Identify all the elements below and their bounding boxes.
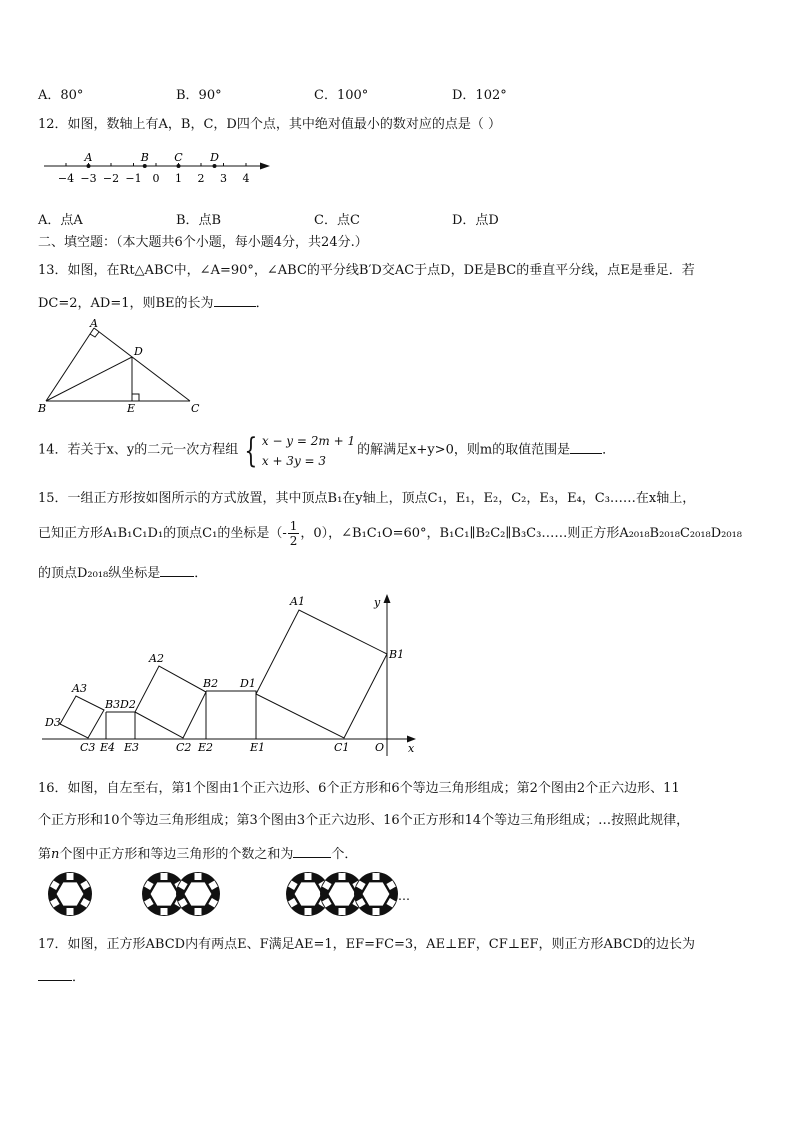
q16-line1: 16．如图，自左至右，第1个图由1个正六边形、6个正方形和6个等边三角形组成；第2个图由2个正六边形、11 (38, 781, 680, 796)
q15-label-d1: D1 (240, 677, 256, 690)
q15-label-d3: D3 (45, 716, 61, 729)
q15-label-c3: C3 (80, 741, 96, 754)
q11-option-a: A．80° (38, 88, 84, 103)
q13-answer-blank[interactable] (214, 292, 256, 307)
q14-answer-blank[interactable] (570, 439, 602, 454)
q12-option-b: B．点B (176, 213, 222, 228)
q17-line1: 17．如图，正方形ABCD内有两点E、F满足AE=1，EF=FC=3，AE⊥EF，CF⊥EF，则正方形ABCD的边长为 (38, 937, 696, 952)
q11-option-d: D．102° (452, 88, 507, 103)
q15-label-d2: D2 (120, 698, 136, 711)
q13-label-a: A (90, 317, 98, 330)
q15-answer-blank[interactable] (160, 562, 194, 577)
q15-label-o: O (375, 741, 385, 754)
q15-label-e1: E1 (250, 741, 266, 754)
q15-fraction: $\frac{1}{2}$ (289, 519, 298, 548)
q12-number-line (38, 148, 278, 188)
hexagon-unit (354, 872, 398, 916)
q15-label-b3: B3 (105, 698, 121, 711)
number-line-tick-label: 0 (152, 172, 160, 185)
number-line-tick-label: 1 (175, 172, 182, 185)
q15-label-x: x (408, 742, 415, 755)
q15-label-b1: B1 (389, 648, 405, 661)
number-line-tick-label: 2 (197, 172, 205, 185)
q16-line2: 个正方形和10个等边三角形组成；第3个图由3个正六边形、16个正方形和14个等边三角形组成；…按照此规律， (38, 813, 690, 828)
q15-label-c2: C2 (176, 741, 192, 754)
number-line-tick-label: 3 (220, 172, 227, 185)
number-line-point-label: C (174, 151, 183, 164)
q14-line: 14．若关于x、y的二元一次方程组 { x − y = 2m + 1 x + 3y = 3 的解满足x+y>0，则m的取值范围是 ． (38, 428, 615, 473)
q13-label-d: D (134, 345, 143, 358)
number-line-tick-label: −3 (80, 172, 97, 185)
q13-triangle-figure (36, 316, 206, 418)
q15-label-y: y (374, 596, 381, 609)
q15-line1: 15．一组正方形按如图所示的方式放置，其中顶点B₁在y轴上，顶点C₁，E₁，E₂，C₂，E₃，E₄，C₃……在x轴上， (38, 491, 696, 506)
q15-line2: 已知正方形A₁B₁C₁D₁的顶点C₁的坐标是（- $\frac{1}{2}$ ，0），∠B₁C₁O=60°，B₁C₁∥B₂C₂∥B₃C₃……则正方形A₂₀₁₈B₂₀₁₈C₂₀₁₈D₂₀₁₈ (38, 519, 743, 548)
number-line-tick-label: −1 (125, 172, 142, 185)
q15-label-a2: A2 (149, 652, 164, 665)
q13-label-e: E (127, 402, 136, 415)
q16-hexagon-patterns (40, 862, 420, 926)
q13-line1: 13．如图，在Rt△ABC中，∠A=90°，∠ABC的平分线B′D交AC于点D，DE是BC的垂直平分线，点E是垂足．若 (38, 263, 695, 278)
hexagon-unit (176, 872, 220, 916)
number-line-tick-label: −2 (102, 172, 120, 185)
section-fill-in-title: 二、填空题：（本大题共6个小题，每小题4分，共24分.） (38, 235, 368, 250)
q15-label-b2: B2 (203, 677, 219, 690)
q16-ellipsis: … (398, 889, 410, 903)
q15-line3: 的顶点D₂₀₁₈纵坐标是 ． (38, 562, 207, 583)
q12-option-a: A．点A (38, 213, 83, 228)
number-line-point-label: B (140, 151, 149, 164)
q15-label-e2: E2 (198, 741, 214, 754)
q15-label-e3: E3 (124, 741, 140, 754)
number-line-point-c (177, 164, 181, 168)
q11-option-b: B．90° (176, 88, 222, 103)
q17-line2: ． (38, 966, 85, 987)
q15-label-e4: E4 (100, 741, 116, 754)
q15-label-c1: C1 (334, 741, 350, 754)
q14-equation-system: { x − y = 2m + 1 x + 3y = 3 (244, 430, 356, 471)
q12-option-c: C．点C (314, 213, 360, 228)
q16-line3: 第n个图中正方形和等边三角形的个数之和为 个． (38, 843, 357, 864)
q15-label-a1: A1 (290, 595, 305, 608)
q13-label-c: C (191, 402, 200, 415)
q13-label-b: B (38, 402, 47, 415)
q15-squares-figure (40, 590, 420, 758)
number-line-point-label: A (84, 151, 93, 164)
q12-option-d: D．点D (452, 213, 499, 228)
q15-label-a3: A3 (72, 682, 87, 695)
number-line-tick-label: −4 (57, 172, 75, 185)
number-line-point-label: D (210, 151, 219, 164)
hexagon-unit (48, 872, 92, 916)
q11-option-c: C．100° (314, 88, 369, 103)
q12-stem: 12．如图，数轴上有A，B，C，D四个点，其中绝对值最小的数对应的点是（ ） (38, 117, 501, 132)
q17-answer-blank[interactable] (38, 966, 72, 981)
number-line-point-b (143, 164, 147, 168)
q13-line2: DC=2，AD=1，则BE的长为 ． (38, 292, 269, 313)
number-line-point-d (213, 164, 217, 168)
number-line-tick-label: 4 (242, 172, 250, 185)
number-line-point-a (87, 164, 91, 168)
q16-answer-blank[interactable] (293, 843, 331, 858)
